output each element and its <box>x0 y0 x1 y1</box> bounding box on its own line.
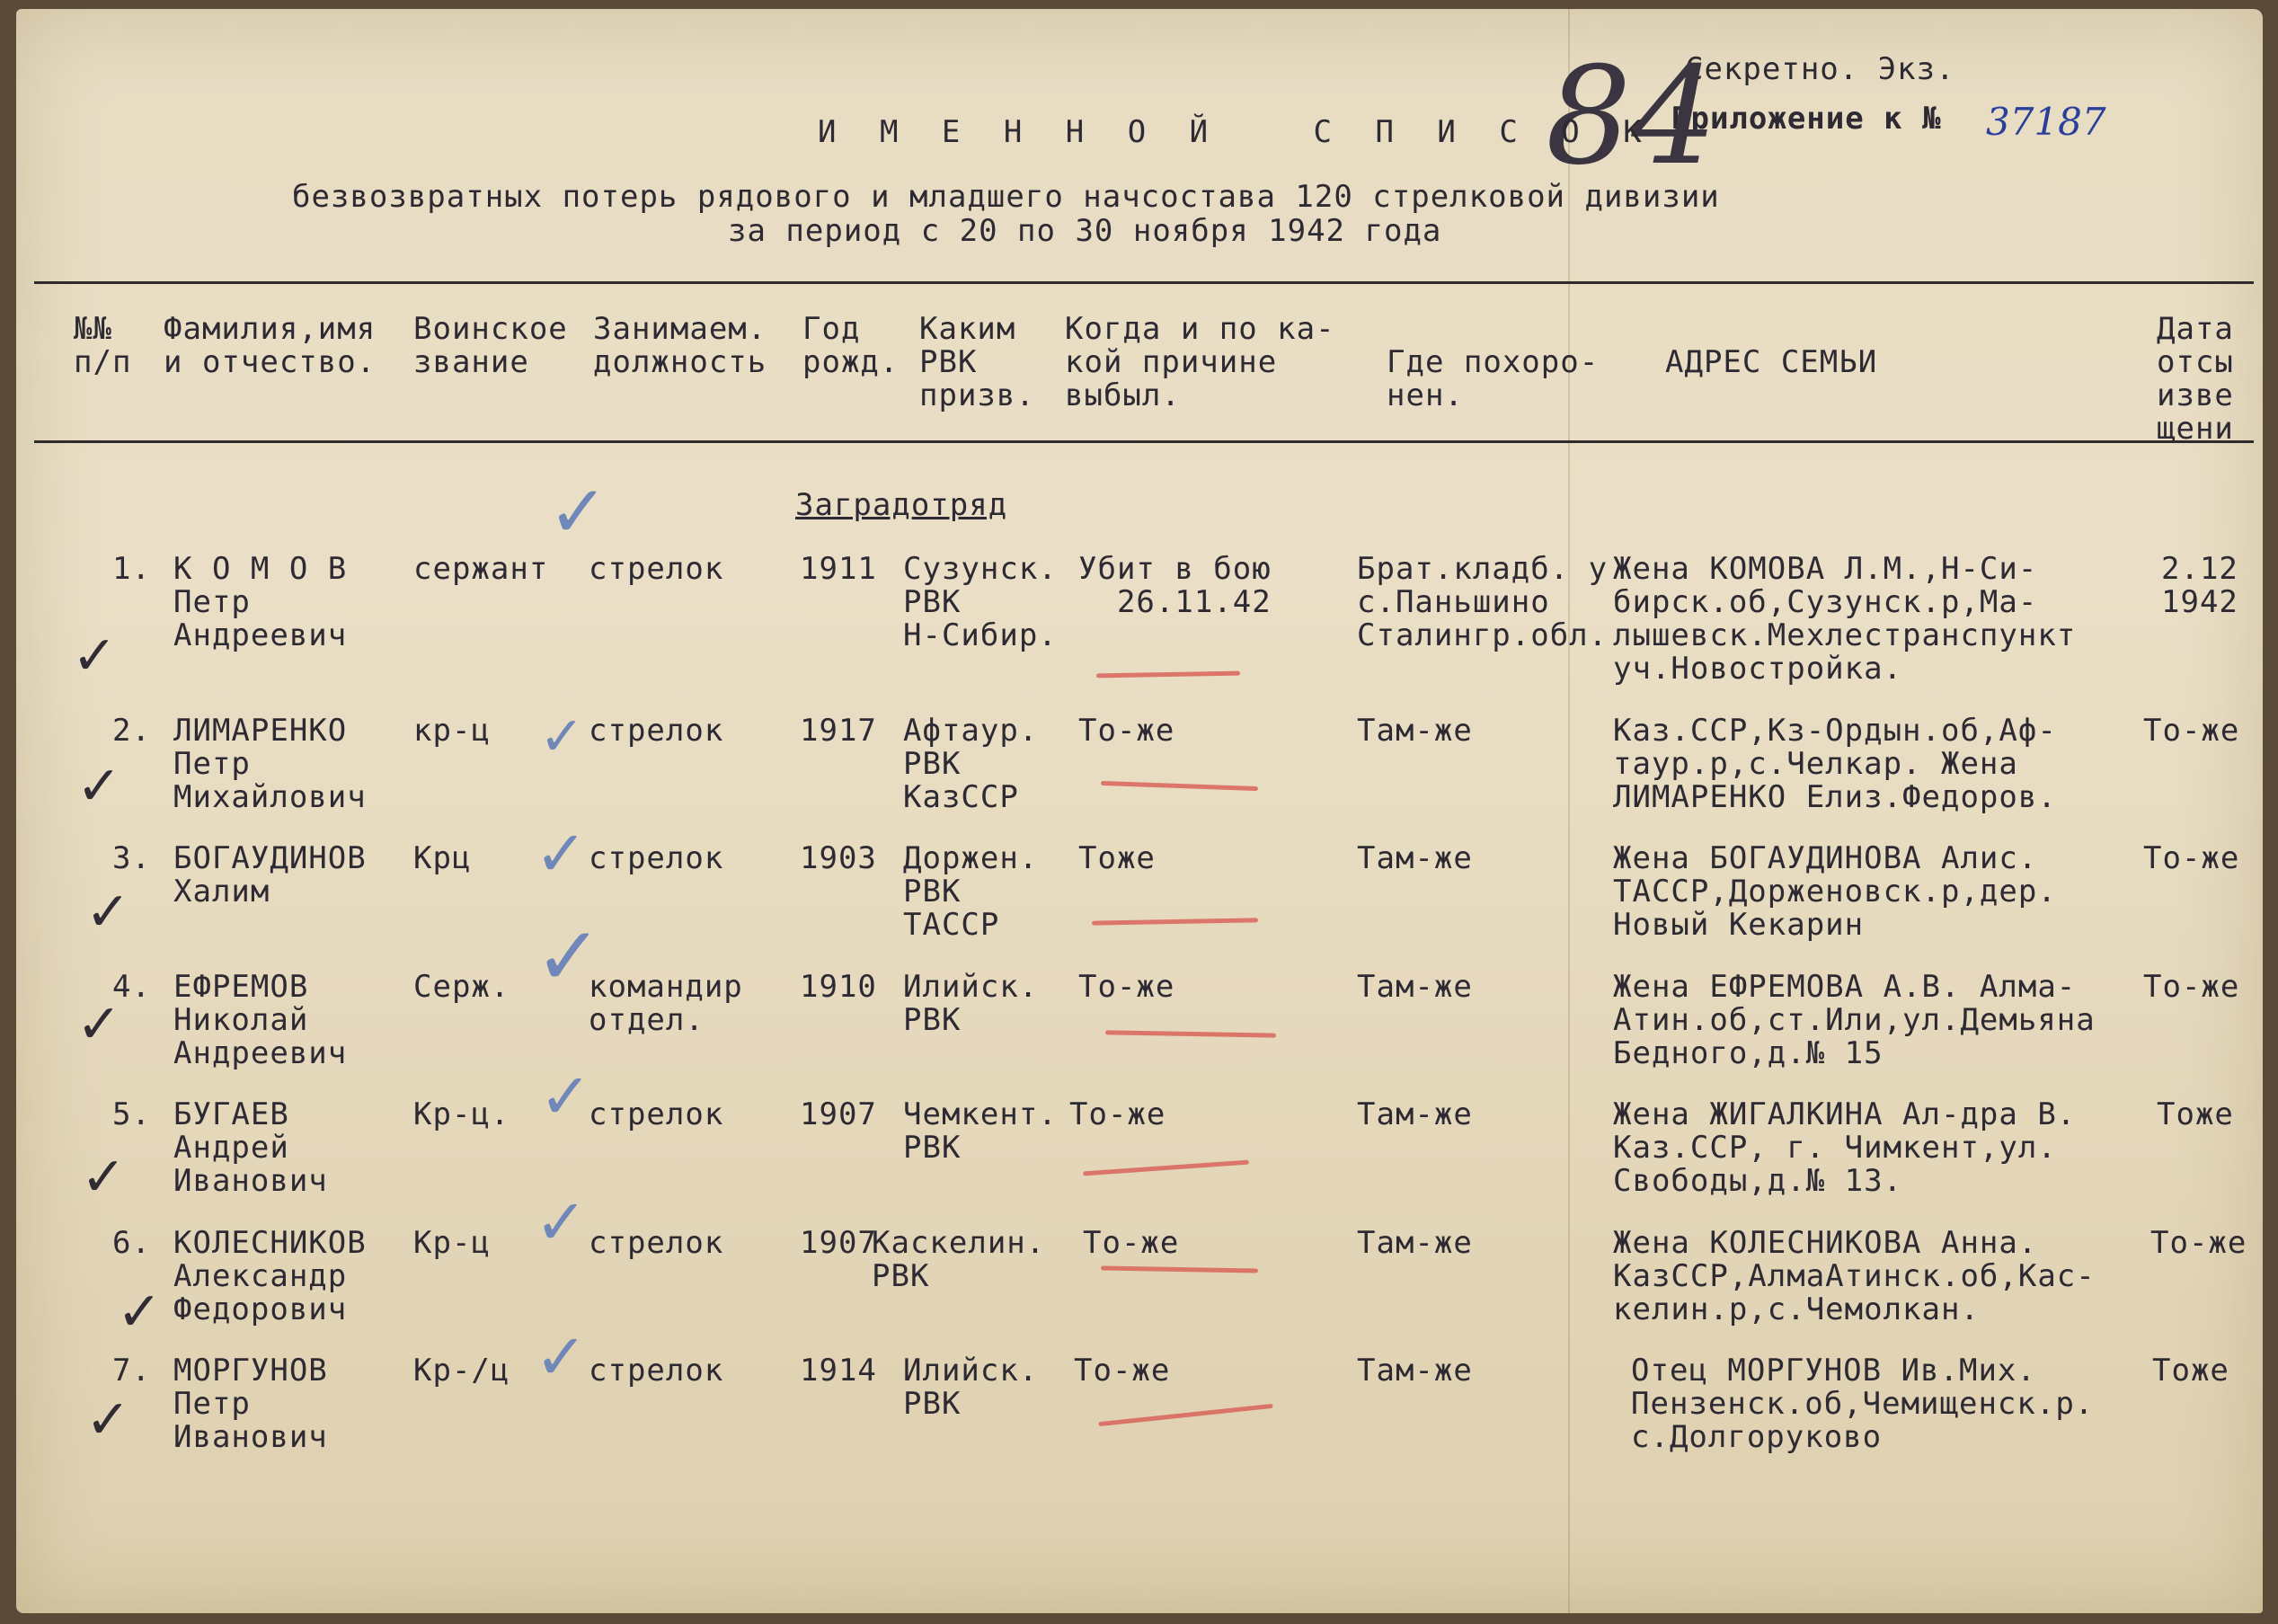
row-name: ЕФРЕМОВ Николай Андреевич <box>173 969 348 1071</box>
row-rank: Крц <box>413 840 472 876</box>
row-year: 1914 <box>800 1353 877 1389</box>
row-position: стрелок <box>589 1096 724 1132</box>
row-rank: Кр-/ц <box>413 1353 510 1389</box>
row-notice: Тоже <box>2152 1353 2229 1389</box>
row-rank: кр-ц <box>413 713 491 749</box>
row-year: 1907 <box>800 1096 877 1132</box>
handwritten-number: 84 <box>1546 39 1717 195</box>
row-num: 7. <box>112 1353 151 1389</box>
row-rvk: Илийск. РВК <box>903 969 1039 1038</box>
row-when: Тоже <box>1078 840 1156 876</box>
col-header-position: Занимаем. должность <box>593 311 767 380</box>
row-buried: Там-же <box>1357 713 1473 749</box>
col-header-rvk: Каким РВК призв. <box>919 311 1035 413</box>
blue-check-icon: ✓ <box>535 817 588 891</box>
section-title: Заградотряд <box>795 487 1008 523</box>
row-name: БУГАЕВ Андрей Иванович <box>173 1096 328 1199</box>
row-address: Жена БОГАУДИНОВА Алис. ТАССР,Дорженовск.р,дер. Новый Кекарин <box>1613 840 2057 943</box>
col-header-when: Когда и по ка- кой причине выбыл. <box>1065 311 1335 413</box>
col-header-notice: Дата отсы изве щени <box>2157 311 2234 447</box>
row-num: 2. <box>112 713 151 749</box>
row-address: Отец МОРГУНОВ Ив.Мих. Пензенск.об,Чемищенск.р. с.Долгоруково <box>1631 1353 2095 1455</box>
row-notice: То-же <box>2143 969 2240 1005</box>
row-num: 1. <box>112 551 151 587</box>
row-rank: сержант <box>413 551 549 587</box>
row-position: стрелок <box>589 840 724 876</box>
col-header-rank: Воинское звание <box>413 311 568 380</box>
document-subtitle-2: за период с 20 по 30 ноября 1942 года <box>728 213 1442 249</box>
col-header-buried: Где похоро- нен. <box>1387 344 1600 413</box>
row-position: стрелок <box>589 1225 724 1261</box>
row-year: 1903 <box>800 840 877 876</box>
row-rvk: Каскелин. РВК <box>872 1225 1046 1294</box>
margin-check-icon: ✓ <box>117 1281 163 1344</box>
col-header-num: №№ п/п <box>74 311 132 380</box>
row-year: 1911 <box>800 551 877 587</box>
margin-check-icon: ✓ <box>72 625 118 688</box>
secret-label: Секретно. Экз. <box>1685 51 1955 87</box>
row-notice: 2.12 1942 <box>2161 551 2238 620</box>
row-rvk: Афтаур. РВК КазССР <box>903 713 1039 815</box>
row-when: То-же <box>1078 969 1175 1005</box>
row-rvk: Сузунск. РВК Н-Сибир. <box>903 551 1058 653</box>
blue-check-icon: ✓ <box>535 1185 588 1259</box>
row-year: 1917 <box>800 713 877 749</box>
row-position: стрелок <box>589 551 724 587</box>
col-header-year: Год рожд. <box>802 311 900 380</box>
row-rvk: Доржен. РВК ТАССР <box>903 840 1039 943</box>
row-address: Жена ЖИГАЛКИНА Ал-дра В. Каз.ССР, г. Чимкент,ул. Свободы,д.№ 13. <box>1613 1096 2077 1199</box>
row-when: То-же <box>1083 1225 1180 1261</box>
blue-check-icon: ✓ <box>535 1320 588 1394</box>
row-buried: Брат.кладб. у с.Паньшино Сталингр.обл. <box>1357 551 1609 653</box>
row-rvk: Чемкент. РВК <box>903 1096 1058 1166</box>
row-notice: То-же <box>2143 713 2240 749</box>
row-name: ЛИМАРЕНКО Петр Михайлович <box>173 713 367 815</box>
blue-check-icon: ✓ <box>535 910 603 1004</box>
row-notice: Тоже <box>2157 1096 2234 1132</box>
row-buried: Там-же <box>1357 840 1473 876</box>
row-num: 4. <box>112 969 151 1005</box>
header-bottom-rule <box>34 440 2254 443</box>
margin-check-icon: ✓ <box>85 1389 131 1451</box>
row-address: Жена КОЛЕСНИКОВА Анна. КазССР,АлмаАтинск.об,Кас- келин.р,с.Чемолкан. <box>1613 1225 2096 1327</box>
document-number: 37187 <box>1986 100 2106 144</box>
row-when: Убит в бою 26.11.42 <box>1078 551 1272 620</box>
margin-check-icon: ✓ <box>76 755 122 818</box>
row-num: 5. <box>112 1096 151 1132</box>
row-position: стрелок <box>589 1353 724 1389</box>
row-notice: То-же <box>2143 840 2240 876</box>
row-buried: Там-же <box>1357 969 1473 1005</box>
document-subtitle-1: безвозвратных потерь рядового и младшего начсостава 120 стрелковой дивизии <box>292 179 1720 215</box>
row-buried: Там-же <box>1357 1353 1473 1389</box>
paper-fold <box>1568 9 1570 1613</box>
col-header-name: Фамилия,имя и отчество. <box>164 311 377 380</box>
row-when: То-же <box>1078 713 1175 749</box>
margin-check-icon: ✓ <box>81 1146 127 1209</box>
row-position: командир отдел. <box>589 969 743 1038</box>
row-when: То-же <box>1069 1096 1166 1132</box>
blue-check-icon: ✓ <box>548 470 609 554</box>
row-position: стрелок <box>589 713 724 749</box>
row-address: Жена ЕФРЕМОВА А.В. Алма- Атин.об,ст.Или,ул.Демьяна Бедного,д.№ 15 <box>1613 969 2096 1071</box>
blue-check-icon: ✓ <box>539 1060 592 1133</box>
row-year: 1910 <box>800 969 877 1005</box>
header-top-rule <box>34 281 2254 284</box>
row-address: Каз.ССР,Кз-Ордын.об,Аф- таур.р,с.Челкар. Жена ЛИМАРЕНКО Елиз.Федоров. <box>1613 713 2057 815</box>
document-title: И М Е Н Н О Й С П И С О К <box>818 114 1654 150</box>
row-rank: Кр-ц <box>413 1225 491 1261</box>
row-buried: Там-же <box>1357 1096 1473 1132</box>
row-name: К О М О В Петр Андреевич <box>173 551 348 653</box>
margin-check-icon: ✓ <box>85 881 131 944</box>
row-rank: Серж. <box>413 969 510 1005</box>
row-name: МОРГУНОВ Петр Иванович <box>173 1353 328 1455</box>
row-num: 6. <box>112 1225 151 1261</box>
row-buried: Там-же <box>1357 1225 1473 1261</box>
row-rank: Кр-ц. <box>413 1096 510 1132</box>
col-header-address: АДРЕС СЕМЬИ <box>1665 344 1878 380</box>
row-rvk: Илийск. РВК <box>903 1353 1039 1422</box>
margin-check-icon: ✓ <box>76 993 122 1056</box>
row-name: КОЛЕСНИКОВ Александр Федорович <box>173 1225 367 1327</box>
row-notice: То-же <box>2150 1225 2247 1261</box>
row-num: 3. <box>112 840 151 876</box>
row-year: 1907 <box>800 1225 877 1261</box>
row-when: То-же <box>1074 1353 1171 1389</box>
appendix-label: Приложение к № <box>1671 101 1942 137</box>
row-address: Жена КОМОВА Л.М.,Н-Си- бирск.об,Сузунск.р,Ма- лышевск.Мехлестранспункт уч.Новостройка. <box>1613 551 2077 687</box>
blue-check-icon: ✓ <box>539 706 585 768</box>
row-name: БОГАУДИНОВ Халим <box>173 840 367 910</box>
